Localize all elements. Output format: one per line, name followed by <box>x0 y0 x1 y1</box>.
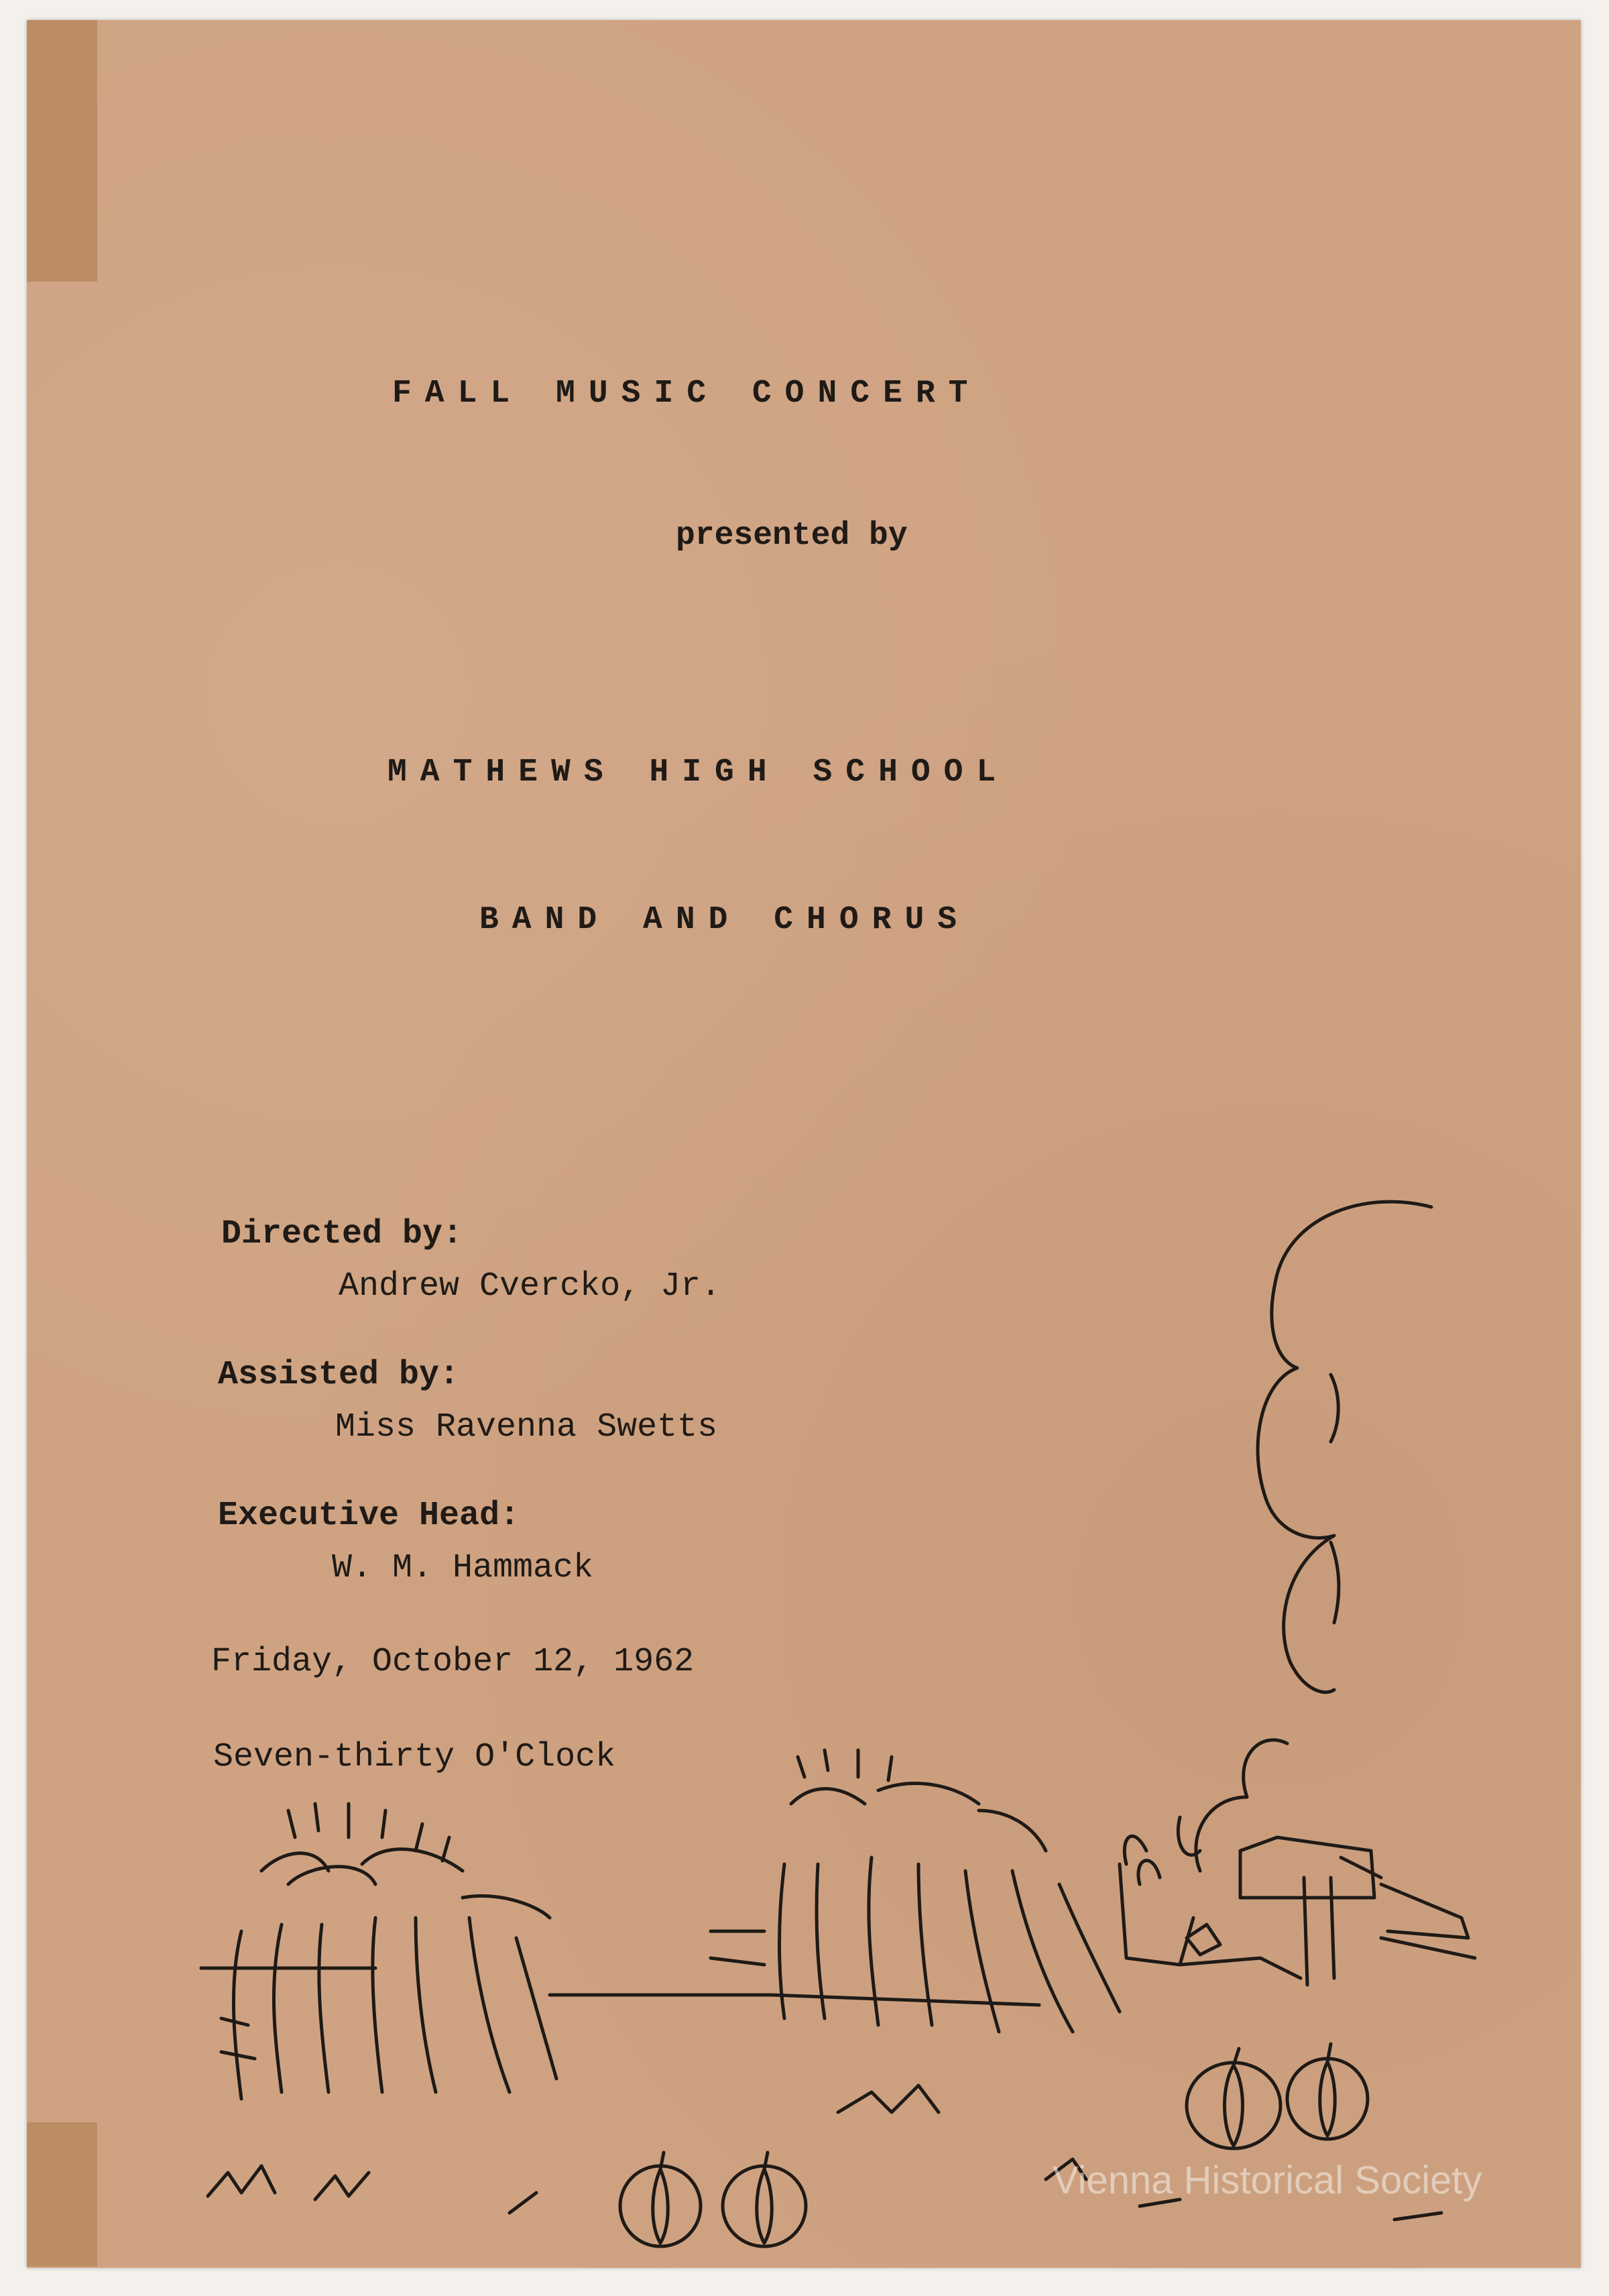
directed-by-label: Directed by: <box>221 1215 463 1253</box>
ensemble-name: BAND AND CHORUS <box>479 902 971 938</box>
assisted-by-label: Assisted by: <box>218 1356 460 1394</box>
pumpkin-right-b <box>1287 2059 1368 2139</box>
pumpkin-right-a <box>1187 2063 1280 2148</box>
presented-by-text: presented by <box>676 518 908 554</box>
director-name: Andrew Cvercko, Jr. <box>339 1267 721 1306</box>
school-name: MATHEWS HIGH SCHOOL <box>388 754 1010 791</box>
concert-title: FALL MUSIC CONCERT <box>392 376 981 412</box>
ground-line <box>201 1968 1039 2005</box>
concert-date: Friday, October 12, 1962 <box>211 1643 695 1681</box>
left-haystack <box>233 1849 556 2099</box>
executive-head-label: Executive Head: <box>218 1497 520 1535</box>
farmhouse <box>1120 1864 1301 1978</box>
executive-name: W. M. Hammack <box>332 1549 594 1587</box>
center-haystacks <box>780 1784 1120 2032</box>
assistant-name: Miss Ravenna Swetts <box>335 1408 718 1446</box>
pumpkin-left <box>620 2166 701 2246</box>
archive-watermark: Vienna Historical Society <box>1053 2159 1482 2202</box>
tree-outline <box>1196 1202 1431 1871</box>
pumpkin-center <box>723 2166 806 2246</box>
concert-time: Seven-thirty O'Clock <box>213 1738 616 1776</box>
